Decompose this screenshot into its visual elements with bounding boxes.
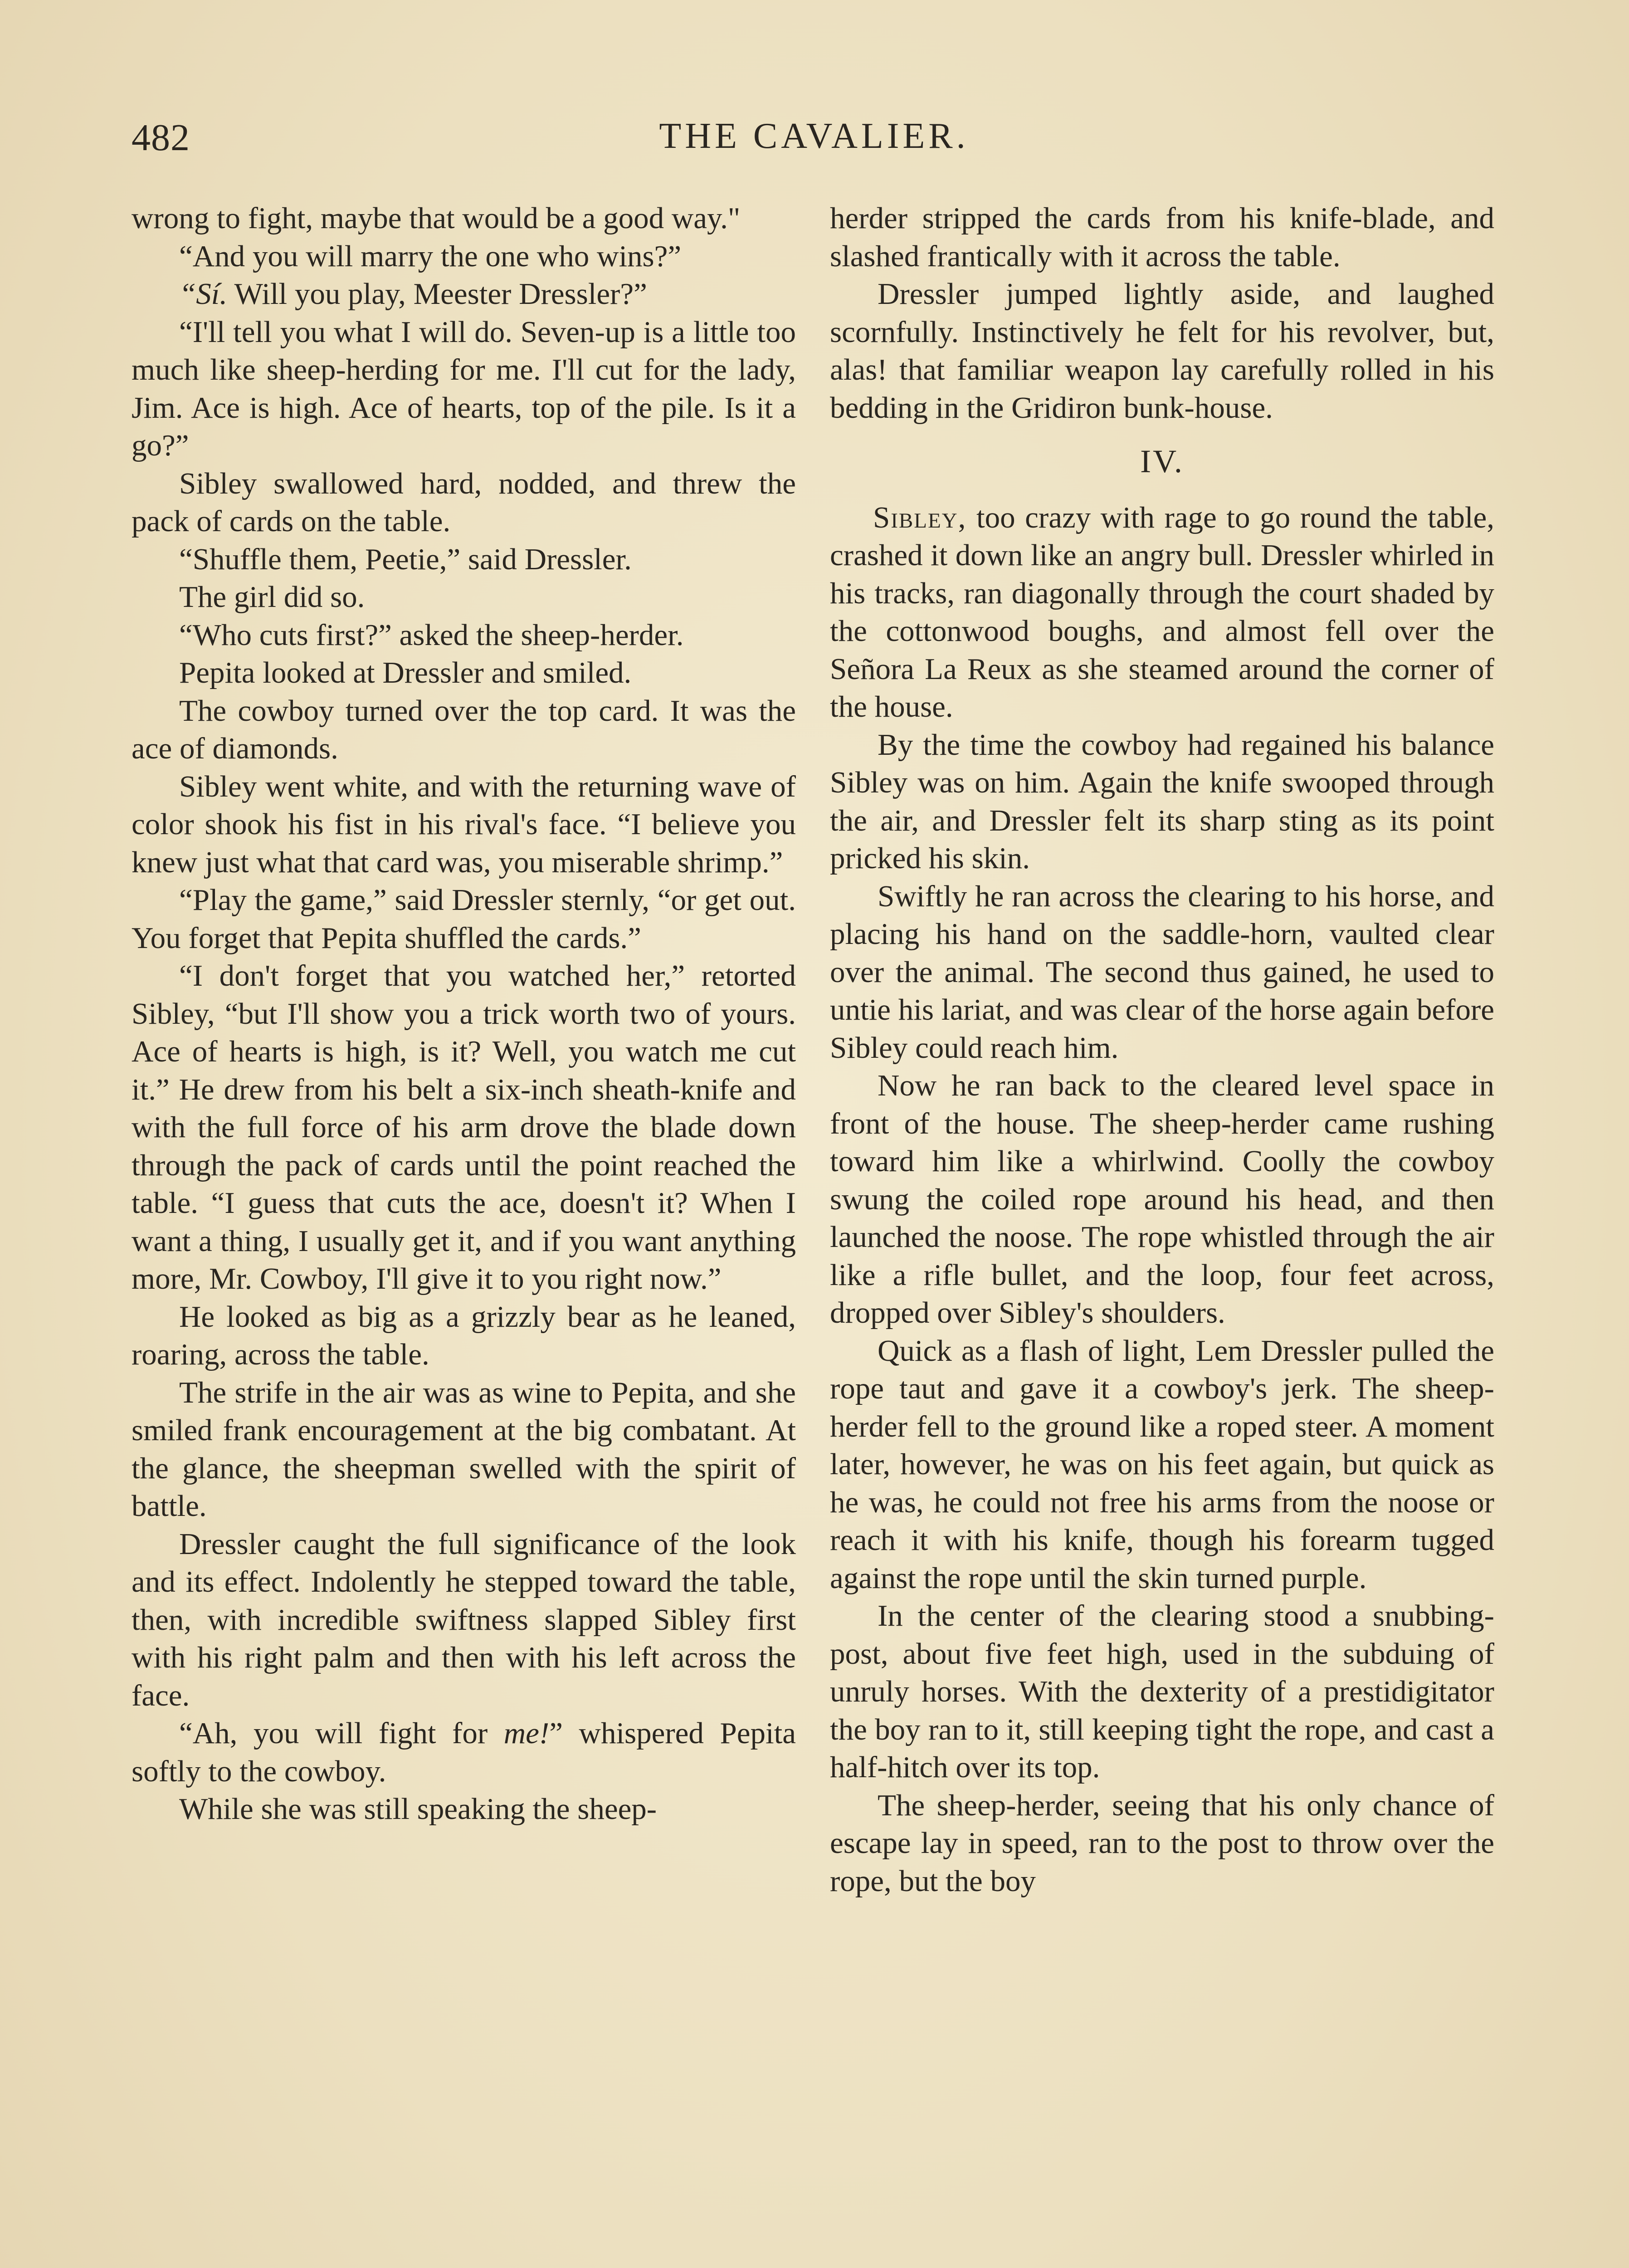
paragraph-text: “Ah, you will fight for [179, 1716, 504, 1750]
paragraph: herder stripped the cards from his knife-blade, and slashed frantically with it across the table. [830, 201, 1494, 273]
paragraph: He looked as big as a grizzly bear as he leaned, roaring, across the table. [132, 1300, 796, 1371]
running-title: THE CAVALIER. [659, 116, 969, 156]
page-number: 482 [132, 117, 190, 159]
paragraph: “I don't forget that you watched her,” retorted Sibley, “but I'll show you a trick worth two of yours. Ace of hearts is high, is it? Well, you watch me cut it.” He drew from his belt a six-inch sheath-knife and with the full force of his arm drove the blade down through the pack of cards until the point reached the table. “I guess that cuts the ace, doesn't it? When I want a thing, I usually get it, and if you want anything more, Mr. Cowboy, I'll give it to you right now.” [132, 959, 796, 1295]
paragraph: The cowboy turned over the top card. It was the ace of diamonds. [132, 694, 796, 765]
paragraph: wrong to fight, maybe that would be a good way." [132, 201, 741, 235]
paragraph: Pepita looked at Dressler and smiled. [179, 656, 632, 689]
paragraph: While she was still speaking the sheep- [179, 1792, 657, 1826]
paragraph: “I'll tell you what I will do. Seven-up is a little too much like sheep-herding for me. I'll cut for the lady, Jim. Ace is high. Ace of hearts, top of the pile. Is it a go?” [132, 315, 796, 462]
paragraph: Quick as a flash of light, Lem Dressler pulled the rope taut and gave it a cowboy's jerk. The sheep-herder fell to the ground like a roped steer. A moment later, however, he was on his feet again, but quick as he was, he could not free his arms from the noose or reach it with his knife, though his forearm tugged against the rope until the skin turned purple. [830, 1334, 1494, 1595]
paragraph: By the time the cowboy had regained his balance Sibley was on him. Again the knife swooped through the air, and Dressler felt its sharp sting as its point pricked his skin. [830, 728, 1494, 875]
paragraph: “Who cuts first?” asked the sheep-herder. [179, 618, 684, 652]
paragraph: “And you will marry the one who wins?” [179, 239, 682, 273]
paragraph: Dressler jumped lightly aside, and laughed scornfully. Instinctively he felt for his revolver, but, alas! that familiar weapon lay carefully rolled in his bedding in the Gridiron bunk-house. [830, 277, 1494, 425]
right-column [830, 200, 1494, 1900]
paragraph: Sibley swallowed hard, nodded, and threw the pack of cards on the table. [132, 466, 796, 538]
paragraph-text: Will you play, Meester Dressler?” [227, 277, 647, 311]
page-header [132, 116, 1497, 175]
paragraph: The sheep-herder, seeing that his only chance of escape lay in speed, ran to the post to throw over the rope, but the boy [830, 1788, 1494, 1898]
italic-text: “Sí. [179, 277, 228, 311]
section-heading: IV. [1140, 443, 1184, 479]
paragraph-text: ” whispered Pepita softly to the cowboy. [132, 1716, 796, 1788]
paragraph: In the center of the clearing stood a snubbing-post, about five feet high, used in the subduing of unruly horses. With the dexterity of a prestidigitator the boy ran to it, still keeping tight the rope, and cast a half-hitch over its top. [830, 1599, 1494, 1784]
paragraph: Dressler caught the full significance of the look and its effect. Indolently he stepped toward the table, then, with incredible swiftness slapped Sibley first with his right palm and then with his left across the face. [132, 1527, 796, 1712]
paragraph: “Shuffle them, Peetie,” said Dressler. [179, 542, 632, 576]
left-column [132, 200, 796, 1828]
paragraph-text: too crazy with rage to go round the table, crashed it down like an angry bull. Dressler whirled in his tracks, ran diagonally through the court shaded by the cottonwood boughs, and almost fell over the Señora La Reux as she steamed around the corner of the house. [830, 500, 1494, 723]
paragraph [132, 1715, 796, 1790]
paragraph: Sibley went white, and with the returning wave of color shook his fist in his rival's face. “I believe you knew just what that card was, you miserable shrimp.” [132, 769, 796, 879]
paragraph: The girl did so. [179, 580, 365, 614]
paragraph: “Play the game,” said Dressler sternly, “or get out. You forget that Pepita shuffled the cards.” [132, 883, 796, 955]
paragraph [830, 499, 1494, 726]
paragraph: Swiftly he ran across the clearing to his horse, and placing his hand on the saddle-horn, vaulted clear over the animal. The second thus gained, he used to untie his lariat, and was clear of the horse again before Sibley could reach him. [830, 879, 1494, 1065]
paragraph [132, 275, 796, 313]
paragraph: Now he ran back to the cleared level space in front of the house. The sheep-herder came rushing toward him like a whirlwind. Coolly the cowboy swung the coiled rope around his head, and then launched the noose. The rope whistled through the air like a rifle bullet, and the loop, four feet across, dropped over Sibley's shoulders. [830, 1069, 1494, 1330]
small-caps-lead: Sibley, [873, 500, 967, 534]
paragraph: The strife in the air was as wine to Pepita, and she smiled frank encouragement at the big combatant. At the glance, the sheepman swelled with the spirit of battle. [132, 1375, 796, 1523]
italic-text: me! [503, 1716, 550, 1750]
